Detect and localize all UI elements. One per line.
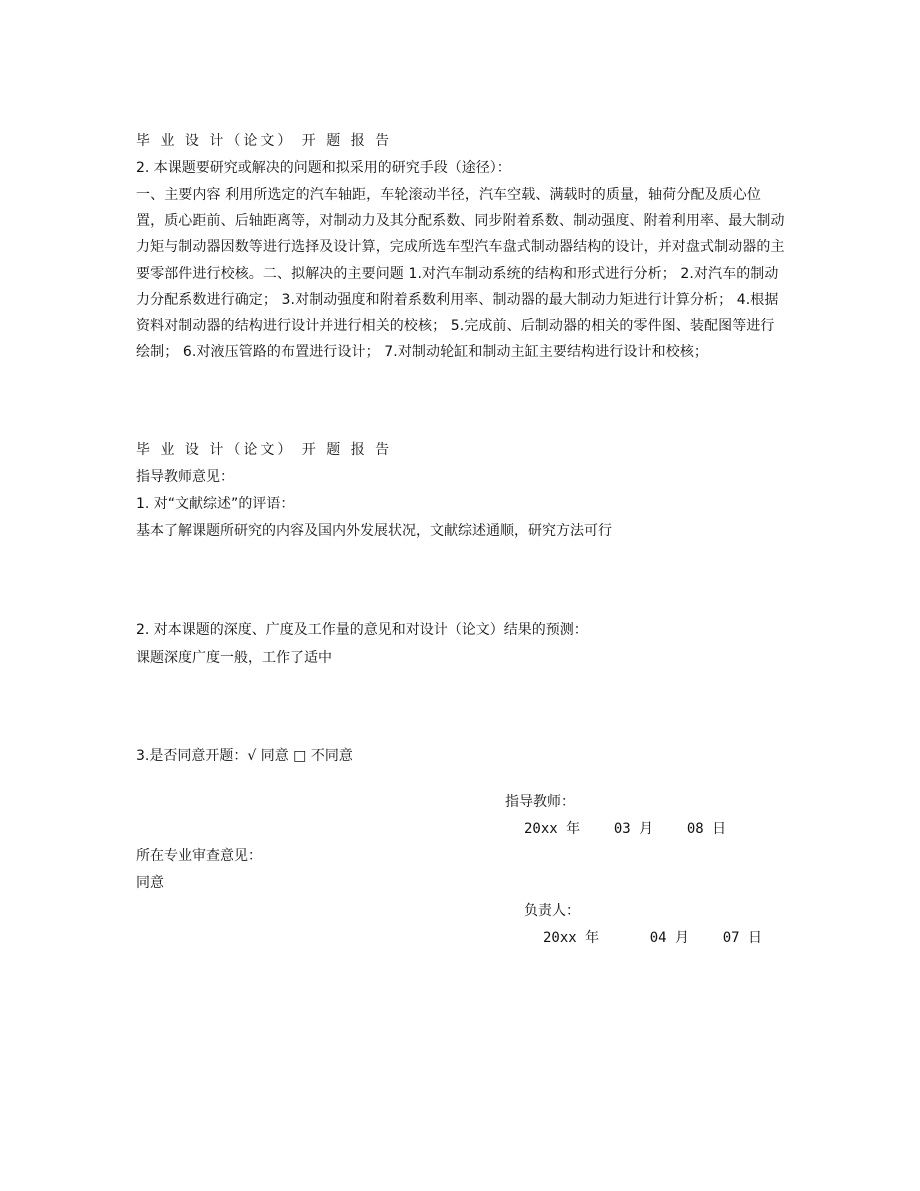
section1-header: 毕 业 设 计（论文） 开 题 报 告 xyxy=(136,133,393,149)
review-comment-answer: 基本了解课题所研究的内容及国内外发展状况，文献综述通顺，研究方法可行 xyxy=(136,523,612,539)
responsible-label: 负责人： xyxy=(524,903,580,919)
depth-opinion-label: 2. 对本课题的深度、广度及工作量的意见和对设计（论文）结果的预测： xyxy=(136,622,588,638)
question-title: 2. 本课题要研究或解决的问题和拟采用的研究手段（途径）： xyxy=(136,160,511,176)
dept-opinion: 同意 xyxy=(136,875,164,891)
dept-opinion-label: 所在专业审查意见： xyxy=(136,848,262,864)
depth-opinion-answer: 课题深度广度一般，工作了适中 xyxy=(136,650,332,666)
advisor-date: 20xx 年 03 月 08 日 xyxy=(524,821,727,837)
review-comment-label: 1. 对“文献综述”的评语： xyxy=(136,496,295,512)
approval-question: 3.是否同意开题：√ 同意 □ 不同意 xyxy=(136,748,353,764)
research-body-paragraph: 一、主要内容 利用所选定的汽车轴距，车轮滚动半径，汽车空载、满载时的质量，轴荷分配及质心位置，质心距前、后轴距离等，对制动力及其分配系数、同步附着系数、制动强度、附着利用率、最大制动力矩与制动器因数等进行选择及设计算，完成所选车型汽车盘式制动器结构的设计，并对盘式制动器的主要零部件进行校核。二、拟解决的主要问题 1.对汽车制动系统的结构和形式进行分析； 2.对汽车的制动力分配系数进行确定； 3.对制动强度和附着系数利用率、制动器的最大制动力矩进行计算分析； 4.根据资料对制动器的结构进行设计并进行相关的校核； 5.完成前、后制动器的相关的零件图、装配图等进行绘制； 6.对液压管路的布置进行设计； 7.对制动轮缸和制动主缸主要结构进行设计和校核； xyxy=(136,187,785,361)
responsible-date: 20xx 年 04 月 07 日 xyxy=(543,930,763,946)
advisor-signature-label: 指导教师： xyxy=(505,794,575,810)
advisor-opinion-label: 指导教师意见： xyxy=(136,469,234,485)
section2-header: 毕 业 设 计（论文） 开 题 报 告 xyxy=(136,442,393,458)
